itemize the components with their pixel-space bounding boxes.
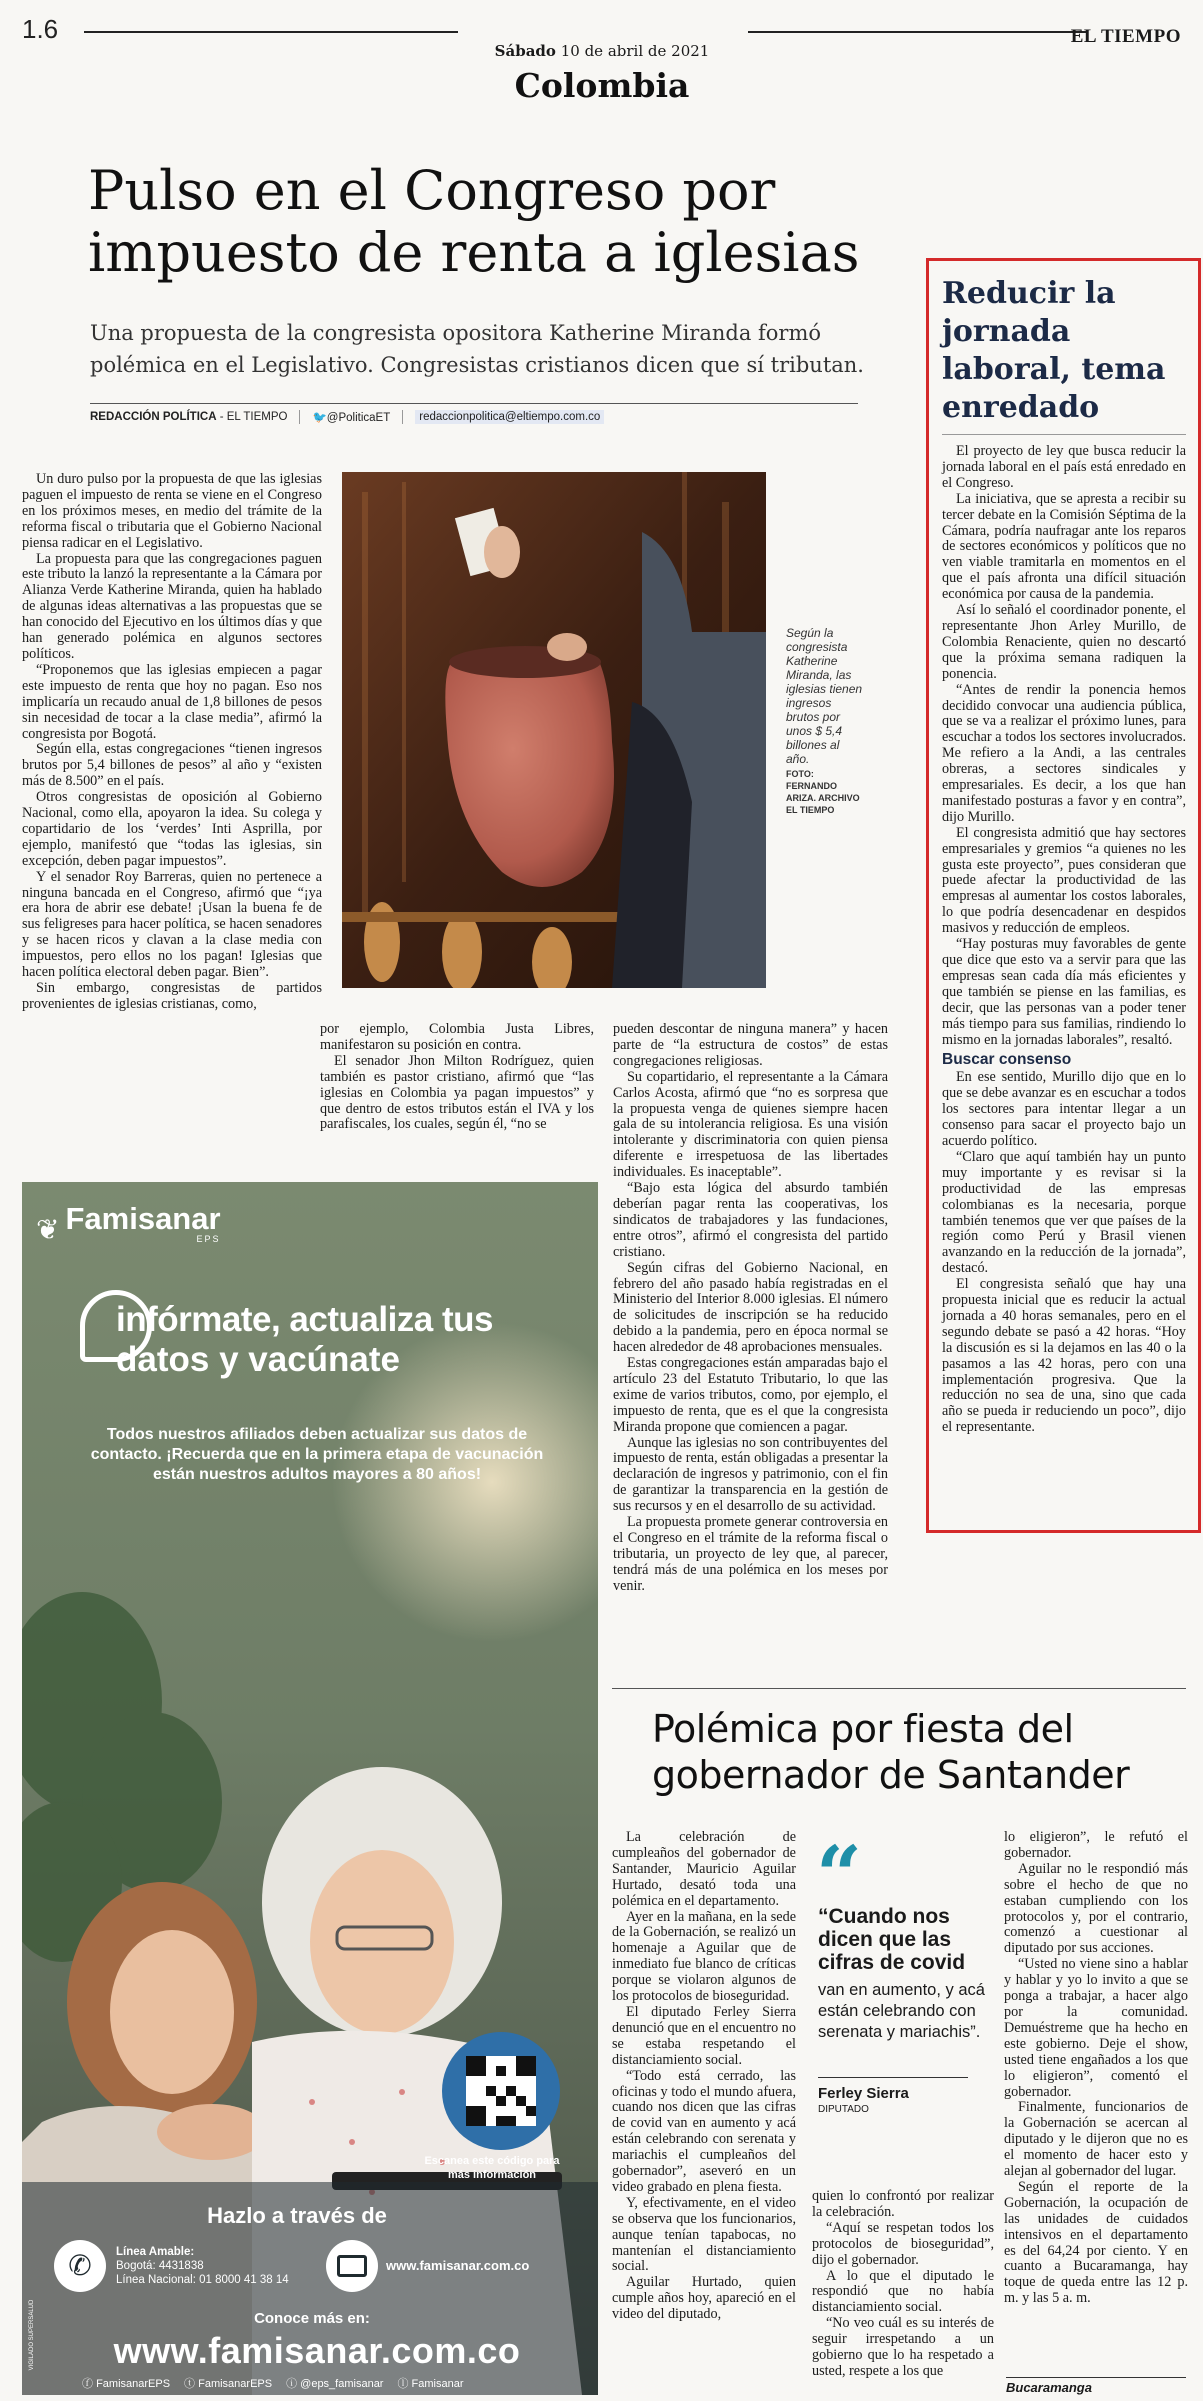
twitter-link[interactable]: ⓣ FamisanarEPS: [184, 2378, 273, 2390]
qr-icon: [466, 2056, 536, 2126]
twitter-icon: 🐦: [312, 412, 327, 424]
ad-headline: infórmate, actualiza tus datos y vacúnate: [84, 1290, 584, 1380]
ad-phone-lines[interactable]: Línea Amable: Bogotá: 4431838 Línea Nacional: 01 8000 41 38 14: [116, 2246, 289, 2286]
facebook-icon: ⓕ: [82, 2378, 93, 2390]
page-number: 1.6: [22, 14, 59, 44]
brand-name: EL TIEMPO: [1070, 26, 1181, 47]
linkedin-link[interactable]: ⓛ Famisanar: [397, 2378, 464, 2390]
ad-logo: ❦ Famisanar EPS: [36, 1201, 221, 1245]
header-rule-right: [748, 31, 1086, 33]
twitter-icon: ⓣ: [184, 2378, 196, 2390]
ad-body: Todos nuestros afiliados deben actualizar sus datos de contacto. ¡Recuerda que en la primera etapa de vacunación están nuestros adultos mayores a 80 años!: [90, 1426, 544, 1483]
ad-web-small[interactable]: www.famisanar.com.co: [386, 2258, 530, 2273]
instagram-icon: ⓘ: [286, 2378, 298, 2390]
web-icon: [326, 2240, 378, 2292]
byline-outlet: - EL TIEMPO: [219, 411, 288, 423]
sidebar-subhead: Buscar consenso: [942, 1051, 1072, 1069]
byline-author: REDACCIÓN POLÍTICA: [90, 411, 217, 423]
second-col-3: lo eligieron”, le refutó el gobernador. Aguilar no le respondió más sobre el hecho de que no estaban cumpliendo con los protocolos y, por el contrario, comenzó a cuestionar al diputado por sus acciones. “Usted no viene sino a hablar y hablar y yo lo invito a que se ponga a trabajar, a hacer algo por la comunidad. Demuéstreme que ha hecho en este gobierno. Deje el show, usted tiene engañados a los que lo eligieron”, comentó el gobernador. Finalmente, funcionarios de la Gobernación se acercan al diputado y le dijeron que no es el momento de hacer esto y alejan al gobernador del lugar. Según el reporte de la Gobernación, la ocupación de las unidades de cuidados intensivos en el departamento es del 64,24 por ciento. Y en cuanto a Bucaramanga, hay toque de queda entre las 12 p. m. y las 5 a. m.: [1004, 1829, 1188, 2307]
article-deck: Una propuesta de la congresista opositora Katherine Miranda formó polémica en el Legislativo. Congresistas cristianos dicen que sí tributan.: [90, 321, 864, 377]
second-article-rule: [612, 1688, 1186, 1689]
pull-quote: “Cuando nos dicen que las cifras de covid: [818, 1905, 966, 1974]
article-col-1: Un duro pulso por la propuesta de que las iglesias paguen el impuesto de renta se viene en el Congreso en los próximos meses, en medio del trámite de la reforma fiscal o tributaria que el Gobierno Nacional piensa radicar en el Legislativo. La propuesta para que las congregaciones paguen este tributo la lanzó la representante a la Cámara por Alianza Verde Katherine Miranda, quien ha hablado de algunas ideas alternativas a las propuestas que se han conocido del Ejecutivo en los últimos días y que han generado polémica en algunos sectores políticos. “Proponemos que las iglesias empiecen a pagar este impuesto de renta que hoy no pagan. Eso nos implicaría un recaudo anual de 1,8 billones de pesos sin necesidad de tocar a la clase media”, afirmó la congresista por Bogotá. Según ella, estas congregaciones “tienen ingresos brutos por 5,4 billones de pesos” al año y “existen más de 8.500” en el país. Otros congresistas de oposición al Gobierno Nacional, como ella, apoyaron la idea. Su colega y copartidario de los ‘verdes’ Inti Asprilla, por ejemplo, manifestó que “todas las iglesias, sin excepción, deben pagar impuestos”. Y el senador Roy Barreras, quien no pertenece a ninguna bancada en el Congreso, afirmó que “¡ya era hora de abrir ese debate! ¡Usan la buena fe de sus feligreses para hacer política, se hacen senadores y se hacen ricos y clavan a la clase media con impuestos, pero ellos no los pagan! Iglesias que hacen política electoral deben pagar. Bien”. Sin embargo, congresistas de partidos provenientes de iglesias cristianas, como,: [22, 471, 322, 1012]
photo-caption: Según la congresista Katherine Miranda, las iglesias tienen ingresos brutos por unos $ 5,4 billones al año. FOTO: FERNANDO ARIZA. ARCHIVO EL TIEMPO: [786, 626, 863, 815]
article-col-2: por ejemplo, Colombia Justa Libres, manifestaron su posición en contra. El senador Jhon Milton Rodríguez, quien también es pastor cristiano, afirmó que “las iglesias en Colombia ya pagan impuestos” y que dentro de estos tributos están el IVA y los parafiscales, los cuales, según él, “no se: [320, 1021, 594, 1133]
instagram-link[interactable]: ⓘ @eps_famisanar: [286, 2378, 384, 2390]
second-col-2: quien lo confrontó por realizar la celebración. “Aquí se respetan todos los protocolos de bioseguridad”, dijo el gobernador. A lo que el diputado le respondió que no había distanciamiento social. “No veo cuál es su interés de seguir irrespetando a un gobierno que lo ha respetado a usted, respete a los que: [812, 2188, 994, 2379]
sidebar-rule: [942, 434, 1186, 435]
sidebar-body: El proyecto de ley que busca reducir la jornada laboral en el país está enredado en el Congreso. La iniciativa, que se apresta a recibir su tercer debate en la Comisión Séptima de la Cámara, podría naufragar ante los reparos de sectores económicos y políticos que no ven viable tramitarla en momentos en el que el país afronta una difícil situación económica por causa de la pandemia. Así lo señaló el coordinador ponente, el representante Jhon Arley Murillo, de Colombia Renaciente, quien no descartó que la próxima semana radiquen la ponencia. “Antes de rendir la ponencia hemos decidido convocar una audiencia pública, que se va a realizar el próximo lunes, para escuchar a todos los sectores involucrados. Me refiero a la Andi, a las centrales obreras, a sectores sindicales y empresariales. Es decir, a los que han manifestado posturas a favor y en contra”, dijo Murillo. El congresista admitió que hay sectores empresariales y gremios “a quienes no les gusta este proyecto”, pues consideran que puede afectar la productividad de las empresas al aumentar los costos laborales, lo que podría desencadenar en despidos masivos y reducción de empleos. “Hay posturas muy favorables de gente que dice que esto va a servir para que las empresas sean cada día más eficientes y que también se piense en las familias, es decir, que las personas van a poder tener más tiempo para sus familias, rindiendo lo mismo en la jornadas laborales”, resaltó. Buscar consenso En ese sentido, Murillo dijo que en lo que se debe avanzar es en escuchar a todos los sectores para intentar llegar a un consenso para sacar el proyecto bajo un acuerdo político. “Claro que aquí también hay un punto muy importante y es revisar si la productividad de las empresas colombianas es la necesaria, porque también tenemos que ver que países de la región como Perú y Brasil vienen avanzando en la reducción de la jornada”, destacó. El congresista señaló que hay una propuesta inicial que es reducir la actual jornada a 40 horas semanales, pero en el segundo debate se pasó a 42 horas. “Hoy la discusión es si la dejamos en las 40 o la pasamos a las 42 horas, pero con una implementación progresiva. Que la reducción no sea de una, sino que cada año se pueda ir reduciendo un poco”, dijo el representante.: [942, 443, 1186, 1436]
ad-web-big[interactable]: www.famisanar.com.co: [113, 2330, 521, 2371]
second-col-1: La celebración de cumpleaños del gobernador de Santander, Mauricio Aguilar Hurtado, desató toda una polémica en el departamento. Ayer en la mañana, en la sede de la Gobernación, se realizó un homenaje a Aguilar que de inmediato fue blanco de críticas porque se violaron algunos de los protocolos de bioseguridad. El diputado Ferley Sierra denunció que en el encuentro no se estaba respetando el distanciamiento social. “Todo está cerrado, las oficinas y todo el mundo afuera, cuando nos dicen que las cifras de covid van en aumento y acá están celebrando con serenata y mariachis el cumpleaños del gobernador”, aseveró en un video grabado en plena fiesta. Y, efectivamente, en el video se observa que los funcionarios, aunque tenían tapabocas, no mantenían el distanciamiento social. Aguilar Hurtado, quien cumple años hoy, apareció en el video del diputado,: [612, 1829, 796, 2323]
ad-vigilado: VIGILADO SUPERSALUD: [29, 2299, 35, 2371]
ad-conoce: Conoce más en:: [254, 2310, 370, 2327]
sidebar-title: Reducir la jornada laboral, tema enredado: [942, 276, 1166, 425]
info-speech-icon: [80, 1290, 152, 1362]
article-col-3: pueden descontar de ninguna manera” y hacen parte de “la estructura de costos” de estas congregaciones religiosas. Su copartidario, el representante a la Cámara Carlos Acosta, afirmó que “no es sorpresa que la propuesta venga de quienes siempre hacen gala de su intolerancia religiosa. Es una visión intolerante y discriminatoria con quien piensa diferente e irrespetuosa de las libertades individuales. Es inaceptable”. “Bajo esta lógica del absurdo también deberían pagar renta las cooperativas, los sindicatos de trabajadores y las fundaciones, entre otros”, afirmó el congresista del partido cristiano. Según cifras del Gobierno Nacional, en febrero del año pasado había registradas en el Ministerio del Interior 8.000 iglesias. El número de solicitudes de inscripción se ha reducido debido a la pandemia, pero en época normal se hacen alrededor de 48 aprobaciones mensuales. Estas congregaciones están amparadas bajo el artículo 23 del Estatuto Tributario, lo que las exime de varios tributos, como, por ejemplo, el impuesto de renta, que es el que la congresista Miranda propone que comiencen a pagar. Aunque las iglesias no son contribuyentes del impuesto de renta, están obligadas a presentar la declaración de ingresos y patrimonio, con el fin de garantizar la transparencia en la gestión de sus recursos y en el desarrollo de su actividad. La propuesta promete generar controversia en el Congreso en el trámite de la reforma fiscal o tributaria, un proyecto de ley que, al parecer, tendrá más de una polémica en los meses por venir.: [613, 1021, 888, 1594]
phone-icon: ✆: [54, 2240, 106, 2292]
ad-social-row: [82, 2375, 582, 2391]
ad-qr-code[interactable]: [442, 2032, 560, 2150]
linkedin-icon: ⓛ: [397, 2378, 409, 2390]
dateline: Bucaramanga: [1006, 2377, 1186, 2395]
second-article-headline: Polémica por fiesta del gobernador de Santander: [652, 1707, 1130, 1797]
byline-email[interactable]: redaccionpolitica@eltiempo.com.co: [415, 410, 604, 424]
pull-quote-author: Ferley Sierra: [818, 2085, 909, 2102]
quote-mark-icon: “: [816, 1828, 863, 1922]
article-headline: Pulso en el Congreso por impuesto de renta a iglesias: [88, 159, 860, 284]
pull-quote-role: DIPUTADO: [818, 2104, 869, 2115]
photo-credit: FOTO: FERNANDO ARIZA. ARCHIVO EL TIEMPO: [786, 769, 860, 815]
pull-quote-rule: [818, 2077, 968, 2078]
famisanar-ad[interactable]: [22, 1182, 598, 2395]
ad-cta: Hazlo a través de: [207, 2203, 387, 2228]
twitter-handle[interactable]: 🐦@PoliticaET: [312, 412, 391, 424]
issue-date: Sábado 10 de abril de 2021: [494, 42, 710, 60]
article-photo: [342, 472, 766, 988]
byline-rule: [90, 403, 858, 404]
pull-quote-rest: van en aumento, y acá están celebrando con serenata y mariachis”.: [818, 1981, 985, 2041]
famisanar-leaf-icon: ❦: [36, 1214, 60, 1245]
section-title: Colombia: [514, 66, 690, 105]
facebook-link[interactable]: ⓕ FamisanarEPS: [82, 2378, 171, 2390]
header-rule-left: [84, 31, 458, 33]
ad-qr-text: Escanea este código para más información: [424, 2155, 560, 2181]
byline: [90, 410, 858, 424]
